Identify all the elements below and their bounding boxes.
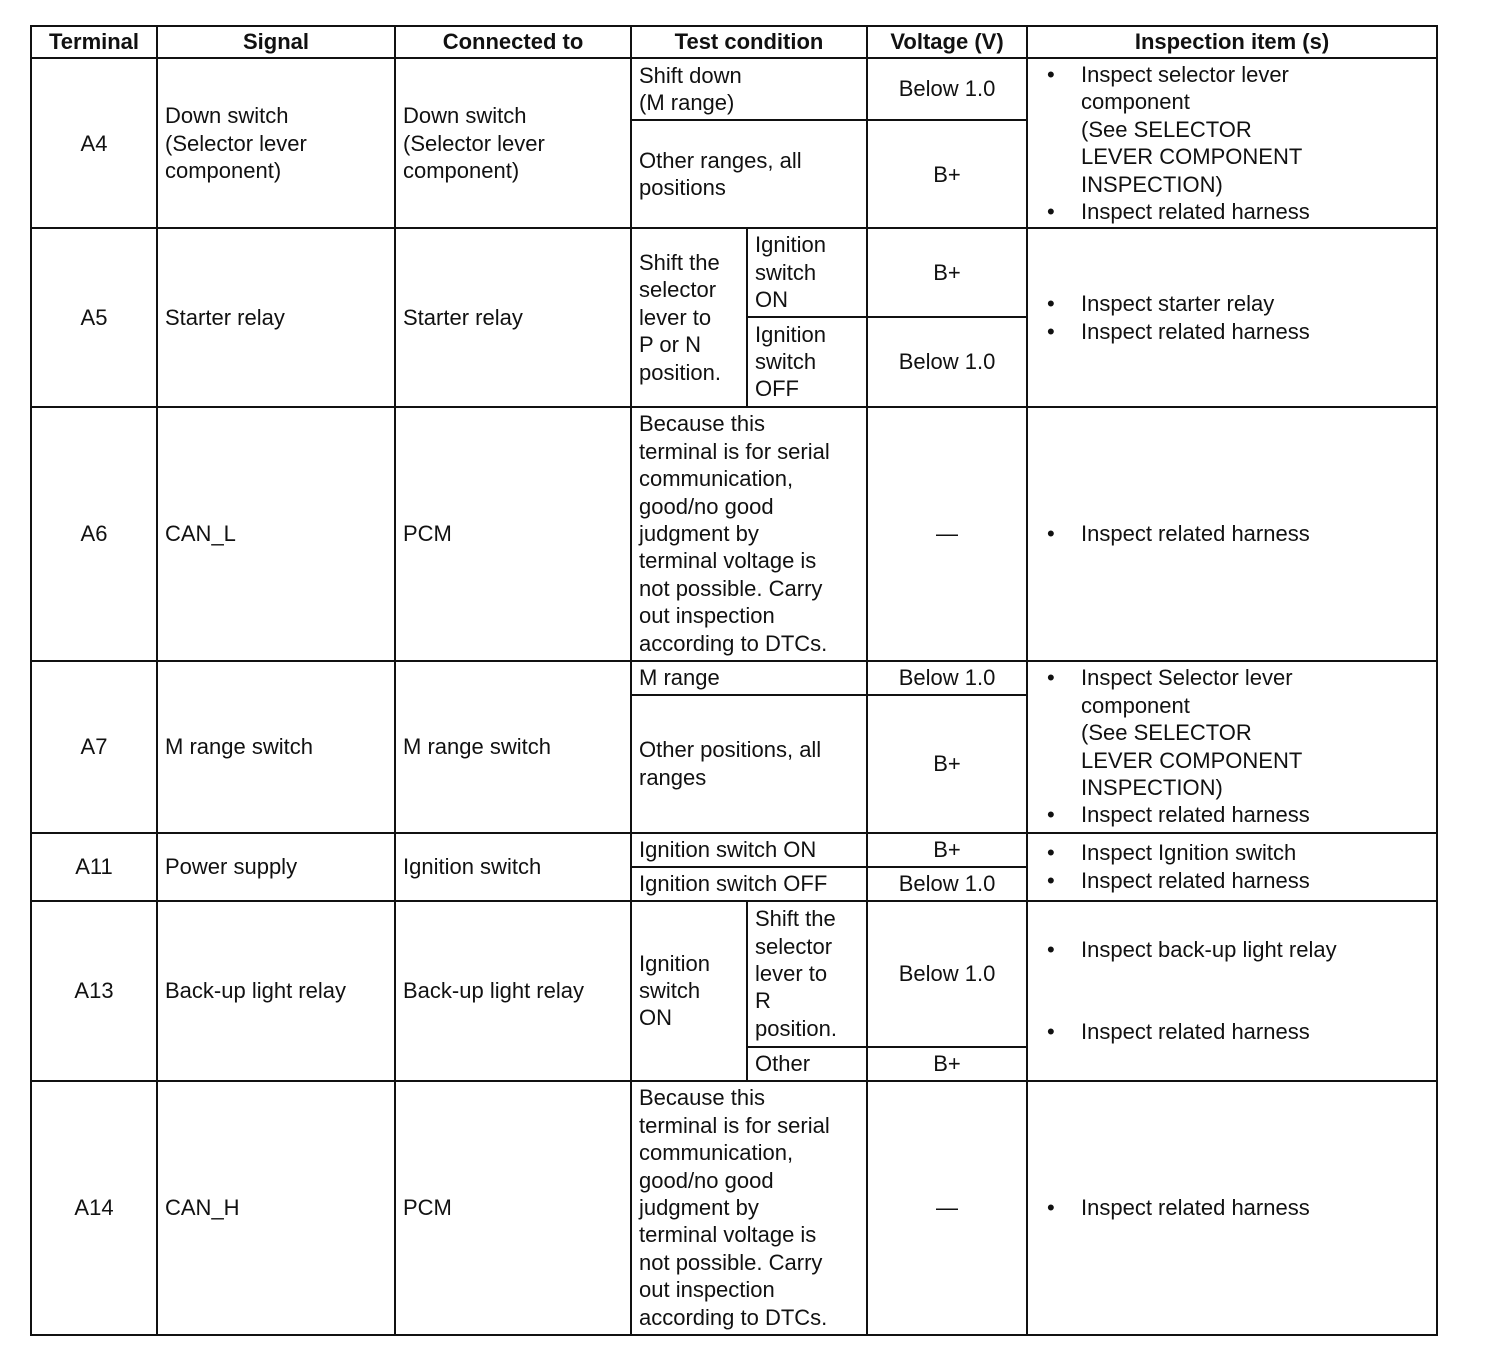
signal-cell: CAN_H	[157, 1081, 395, 1335]
voltage-cell: B+	[867, 1047, 1027, 1081]
terminal-cell: A6	[31, 407, 157, 661]
test-condition-cell: M range	[631, 661, 867, 695]
inspection-item: • Inspect related harness	[1047, 520, 1429, 547]
test-subcondition-cell: Ignition switch OFF	[747, 317, 867, 407]
signal-cell: Back-up light relay	[157, 901, 395, 1081]
test-subcondition-cell: Other	[747, 1047, 867, 1081]
test-condition-cell: Because this terminal is for serial communication, good/no good judgment by terminal voltage is not possible. Carry out inspection according to DTCs.	[631, 1081, 867, 1335]
inspection-list	[1035, 520, 1429, 547]
inspection-cell	[1027, 58, 1437, 228]
connected-cell: PCM	[395, 1081, 631, 1335]
inspection-item: • Inspect back-up light relay	[1047, 936, 1429, 963]
header-test-condition: Test condition	[631, 26, 867, 58]
voltage-cell: B+	[867, 833, 1027, 867]
inspection-item: • Inspect related harness	[1047, 318, 1429, 345]
table-row	[31, 58, 1437, 120]
terminal-cell: A11	[31, 833, 157, 901]
table-row	[31, 228, 1437, 316]
terminal-cell: A4	[31, 58, 157, 228]
signal-cell: Down switch (Selector lever component)	[157, 58, 395, 228]
voltage-cell: Below 1.0	[867, 867, 1027, 901]
table-row	[31, 833, 1437, 867]
table-row	[31, 661, 1437, 695]
inspection-cell	[1027, 228, 1437, 406]
inspection-list	[1035, 61, 1429, 225]
inspection-list	[1035, 290, 1429, 345]
terminal-cell: A5	[31, 228, 157, 406]
test-condition-cell: Ignition switch ON	[631, 833, 867, 867]
inspection-cell	[1027, 901, 1437, 1081]
test-condition-cell: Other positions, all ranges	[631, 695, 867, 833]
voltage-cell: —	[867, 407, 1027, 661]
inspection-item: • Inspect starter relay	[1047, 290, 1429, 317]
connected-cell: M range switch	[395, 661, 631, 833]
signal-cell: Starter relay	[157, 228, 395, 406]
inspection-list	[1035, 839, 1429, 894]
terminal-cell: A13	[31, 901, 157, 1081]
voltage-cell: Below 1.0	[867, 901, 1027, 1047]
table-row	[31, 901, 1437, 1047]
test-condition-cell: Shift the selector lever to P or N position.	[631, 228, 747, 406]
header-connected-to: Connected to	[395, 26, 631, 58]
voltage-cell: Below 1.0	[867, 58, 1027, 120]
inspection-item: • Inspect related harness	[1047, 867, 1429, 894]
connected-cell: Back-up light relay	[395, 901, 631, 1081]
test-condition-cell: Ignition switch ON	[631, 901, 747, 1081]
test-condition-cell: Because this terminal is for serial communication, good/no good judgment by terminal voltage is not possible. Carry out inspection according to DTCs.	[631, 407, 867, 661]
header-row	[31, 26, 1437, 58]
connected-cell: Down switch (Selector lever component)	[395, 58, 631, 228]
inspection-item: • Inspect related harness	[1047, 198, 1429, 225]
test-condition-cell: Ignition switch OFF	[631, 867, 867, 901]
terminal-cell: A14	[31, 1081, 157, 1335]
inspection-item: • Inspect related harness	[1047, 1018, 1429, 1045]
terminal-inspection-table	[30, 25, 1438, 1336]
test-condition-cell: Other ranges, all positions	[631, 120, 867, 228]
inspection-cell	[1027, 661, 1437, 833]
signal-cell: CAN_L	[157, 407, 395, 661]
signal-cell: Power supply	[157, 833, 395, 901]
inspection-item: • Inspect related harness	[1047, 1194, 1429, 1221]
header-inspection: Inspection item (s)	[1027, 26, 1437, 58]
header-voltage: Voltage (V)	[867, 26, 1027, 58]
inspection-item: • Inspect Ignition switch	[1047, 839, 1429, 866]
inspection-cell	[1027, 833, 1437, 901]
header-signal: Signal	[157, 26, 395, 58]
inspection-item: • Inspect Selector lever component (See SELECTOR LEVER COMPONENT INSPECTION)	[1047, 664, 1429, 801]
test-condition-cell: Shift down (M range)	[631, 58, 867, 120]
test-subcondition-cell: Ignition switch ON	[747, 228, 867, 316]
voltage-cell: Below 1.0	[867, 661, 1027, 695]
inspection-item: • Inspect related harness	[1047, 801, 1429, 828]
voltage-cell: B+	[867, 120, 1027, 228]
table-row	[31, 1081, 1437, 1335]
voltage-cell: Below 1.0	[867, 317, 1027, 407]
signal-cell: M range switch	[157, 661, 395, 833]
connected-cell: PCM	[395, 407, 631, 661]
inspection-list	[1035, 664, 1429, 828]
test-subcondition-cell: Shift the selector lever to R position.	[747, 901, 867, 1047]
header-terminal: Terminal	[31, 26, 157, 58]
terminal-cell: A7	[31, 661, 157, 833]
connected-cell: Ignition switch	[395, 833, 631, 901]
inspection-list	[1035, 936, 1429, 1045]
voltage-cell: B+	[867, 228, 1027, 316]
voltage-cell: B+	[867, 695, 1027, 833]
connected-cell: Starter relay	[395, 228, 631, 406]
table-row	[31, 407, 1437, 661]
inspection-cell	[1027, 407, 1437, 661]
voltage-cell: —	[867, 1081, 1027, 1335]
inspection-list	[1035, 1194, 1429, 1221]
inspection-cell	[1027, 1081, 1437, 1335]
inspection-item: • Inspect selector lever component (See SELECTOR LEVER COMPONENT INSPECTION)	[1047, 61, 1429, 198]
